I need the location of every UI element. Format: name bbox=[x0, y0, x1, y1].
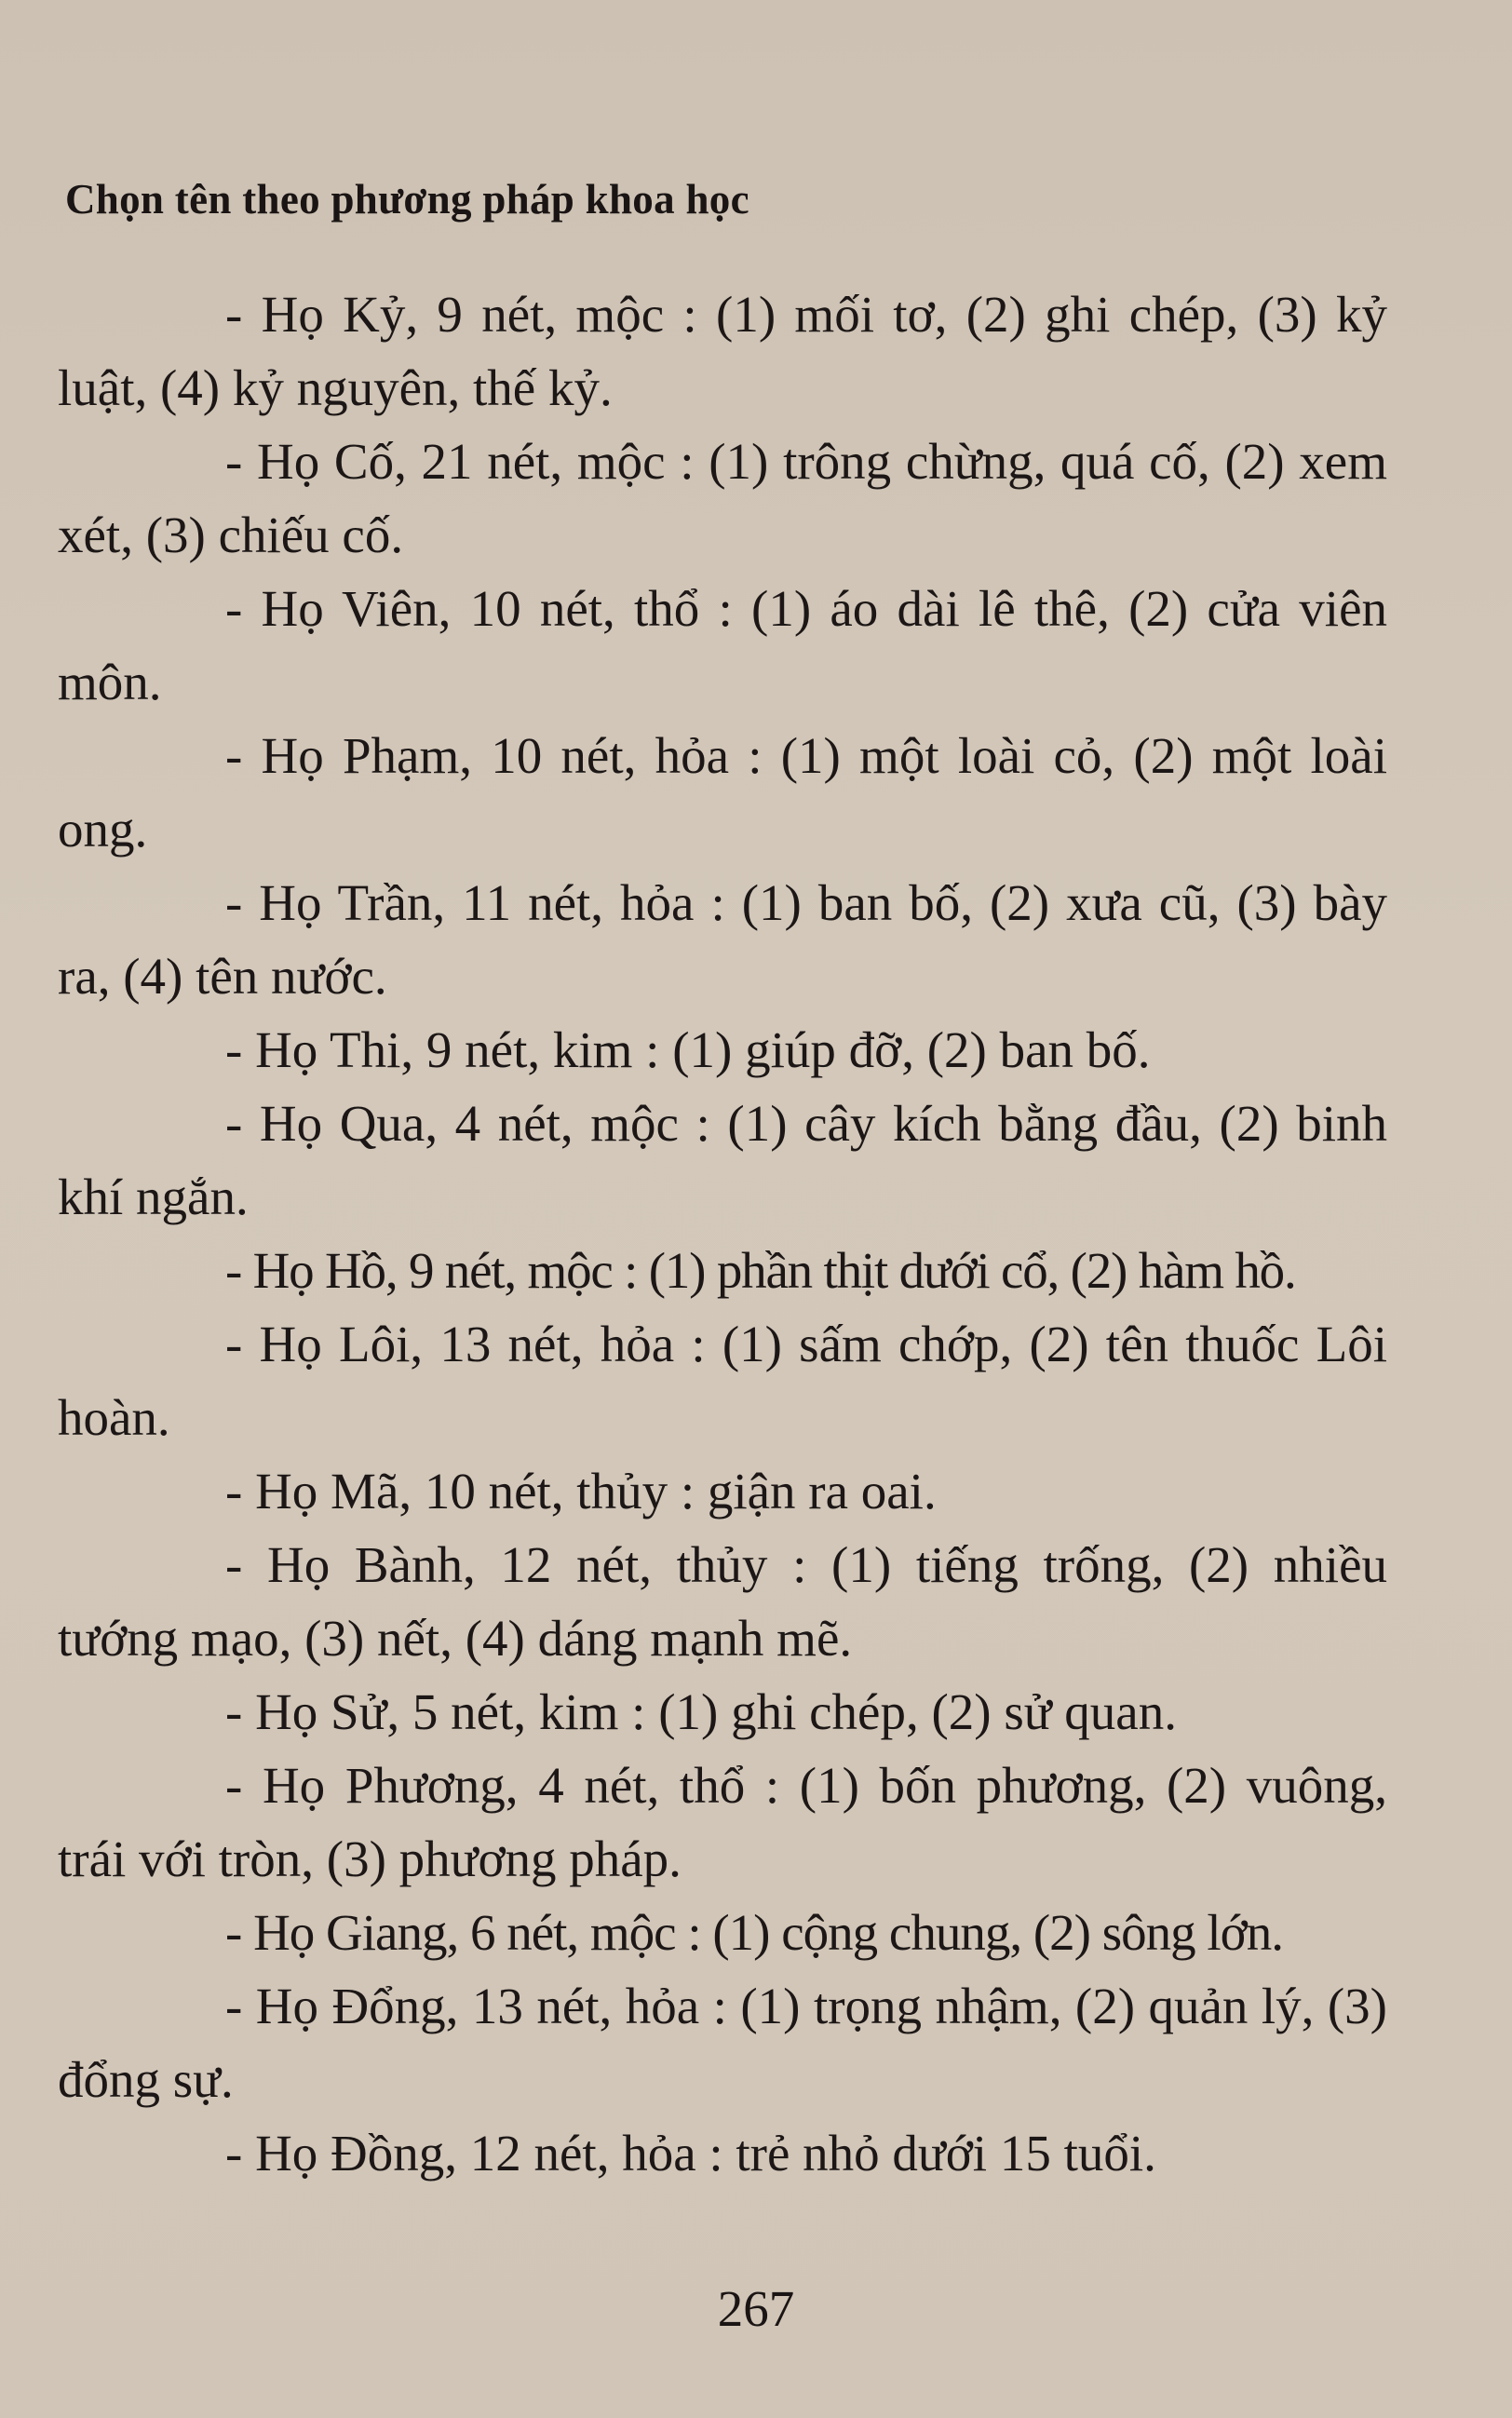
running-head: Chọn tên theo phương pháp khoa học bbox=[65, 176, 749, 223]
entry-ho-dong-12: - Họ Đồng, 12 nét, hỏa : trẻ nhỏ dưới 15 tuổi. bbox=[225, 2125, 1156, 2182]
entry-ho-banh: - Họ Bành, 12 nét, thủy : (1) tiếng trống, (2) nhiều tướng mạo, (3) nết, (4) dáng mạnh mẽ. bbox=[58, 1536, 1387, 1667]
entry-ho-ho: - Họ Hồ, 9 nét, mộc : (1) phần thịt dưới cổ, (2) hàm hồ. bbox=[225, 1242, 1296, 1299]
entry-list bbox=[58, 277, 1387, 2190]
entry-ho-giang: - Họ Giang, 6 nét, mộc : (1) cộng chung, (2) sông lớn. bbox=[225, 1904, 1283, 1961]
entry-ho-pham: - Họ Phạm, 10 nét, hỏa : (1) một loài cỏ, (2) một loài ong. bbox=[58, 727, 1387, 858]
entry-ho-thi: - Họ Thi, 9 nét, kim : (1) giúp đỡ, (2) ban bố. bbox=[225, 1021, 1151, 1078]
page-number: 267 bbox=[717, 2280, 795, 2337]
entry-ho-ky: - Họ Kỷ, 9 nét, mộc : (1) mối tơ, (2) ghi chép, (3) kỷ luật, (4) kỷ nguyên, thế kỷ. bbox=[58, 286, 1387, 416]
entry-ho-ma: - Họ Mã, 10 nét, thủy : giận ra oai. bbox=[225, 1463, 937, 1520]
entry-ho-su: - Họ Sử, 5 nét, kim : (1) ghi chép, (2) sử quan. bbox=[225, 1683, 1177, 1740]
entry-ho-vien: - Họ Viên, 10 nét, thổ : (1) áo dài lê thê, (2) cửa viên môn. bbox=[58, 580, 1387, 710]
entry-ho-phuong: - Họ Phương, 4 nét, thổ : (1) bốn phương, (2) vuông, trái với tròn, (3) phương pháp. bbox=[58, 1757, 1387, 1887]
entry-ho-qua: - Họ Qua, 4 nét, mộc : (1) cây kích bằng đầu, (2) binh khí ngắn. bbox=[58, 1095, 1387, 1225]
entry-ho-dong-13: - Họ Đổng, 13 nét, hỏa : (1) trọng nhậm, (2) quản lý, (3) đổng sự. bbox=[58, 1978, 1387, 2108]
entry-ho-tran: - Họ Trần, 11 nét, hỏa : (1) ban bố, (2) xưa cũ, (3) bày ra, (4) tên nước. bbox=[58, 874, 1387, 1005]
entry-ho-loi: - Họ Lôi, 13 nét, hỏa : (1) sấm chớp, (2) tên thuốc Lôi hoàn. bbox=[58, 1316, 1387, 1446]
entry-ho-co: - Họ Cố, 21 nét, mộc : (1) trông chừng, quá cố, (2) xem xét, (3) chiếu cố. bbox=[58, 433, 1387, 563]
